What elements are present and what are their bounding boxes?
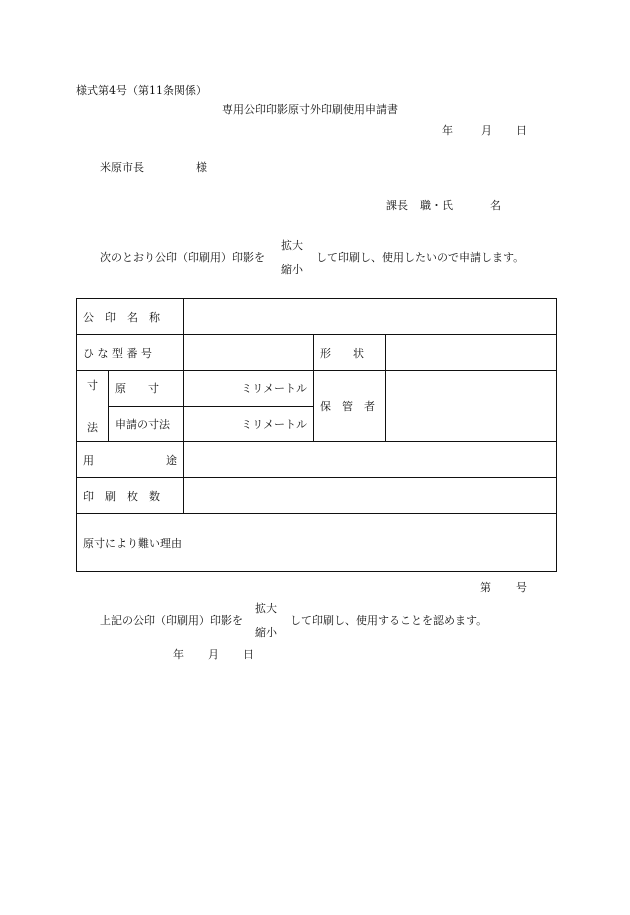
shape-label: 形 状 bbox=[314, 335, 386, 371]
dimension-label-bottom: 法 bbox=[87, 421, 98, 434]
seal-name-field[interactable] bbox=[184, 299, 557, 335]
approval-date-month: 月 bbox=[208, 648, 219, 661]
seal-name-label: 公 印 名 称 bbox=[77, 299, 184, 335]
requested-size-label: 申請の寸法 bbox=[109, 406, 184, 442]
model-number-label: ひ な 型 番 号 bbox=[77, 335, 184, 371]
shape-field[interactable] bbox=[386, 335, 557, 371]
use-label-a: 用 bbox=[83, 453, 94, 467]
approval-number-b: 号 bbox=[516, 581, 527, 594]
request-suffix: して印刷し、使用したいので申請します。 bbox=[316, 251, 525, 264]
applicant-label-a: 職・氏 bbox=[420, 199, 453, 212]
use-field[interactable] bbox=[184, 442, 557, 478]
print-count-field[interactable] bbox=[184, 478, 557, 514]
original-size-unit[interactable]: ミリメートル bbox=[184, 371, 314, 407]
approval-date-year: 年 bbox=[173, 648, 184, 661]
date-day: 日 bbox=[516, 124, 527, 137]
use-label bbox=[77, 442, 184, 478]
application-table bbox=[76, 298, 557, 572]
addressee-honorific: 様 bbox=[196, 161, 207, 174]
request-enlarge: 拡大 bbox=[281, 239, 303, 252]
applicant-position: 課長 bbox=[386, 199, 408, 212]
dimension-label-top: 寸 bbox=[87, 379, 98, 392]
approval-prefix: 上記の公印（印刷用）印影を bbox=[100, 614, 243, 627]
requested-size-unit[interactable]: ミリメートル bbox=[184, 406, 314, 442]
form-number: 様式第4号（第11条関係） bbox=[76, 84, 207, 97]
approval-reduce: 縮小 bbox=[255, 626, 277, 639]
reason-field[interactable] bbox=[77, 514, 557, 572]
model-number-field[interactable] bbox=[184, 335, 314, 371]
request-prefix: 次のとおり公印（印刷用）印影を bbox=[100, 251, 265, 264]
addressee-name: 米原市長 bbox=[100, 161, 144, 174]
original-size-label: 原 寸 bbox=[109, 371, 184, 407]
page-title: 専用公印印影原寸外印刷使用申請書 bbox=[222, 103, 398, 116]
use-label-b: 途 bbox=[166, 453, 177, 467]
approval-date-day: 日 bbox=[243, 648, 254, 661]
approval-number-a: 第 bbox=[480, 581, 491, 594]
date-year: 年 bbox=[442, 124, 453, 137]
applicant-label-b: 名 bbox=[490, 199, 501, 212]
print-count-label: 印 刷 枚 数 bbox=[77, 478, 184, 514]
custodian-field[interactable] bbox=[386, 371, 557, 442]
request-reduce: 縮小 bbox=[281, 263, 303, 276]
reason-label: 原寸により難い理由 bbox=[83, 536, 182, 550]
dimension-label bbox=[77, 371, 109, 442]
approval-enlarge: 拡大 bbox=[255, 602, 277, 615]
date-month: 月 bbox=[481, 124, 492, 137]
custodian-label: 保 管 者 bbox=[314, 371, 386, 442]
approval-suffix: して印刷し、使用することを認めます。 bbox=[290, 614, 488, 627]
